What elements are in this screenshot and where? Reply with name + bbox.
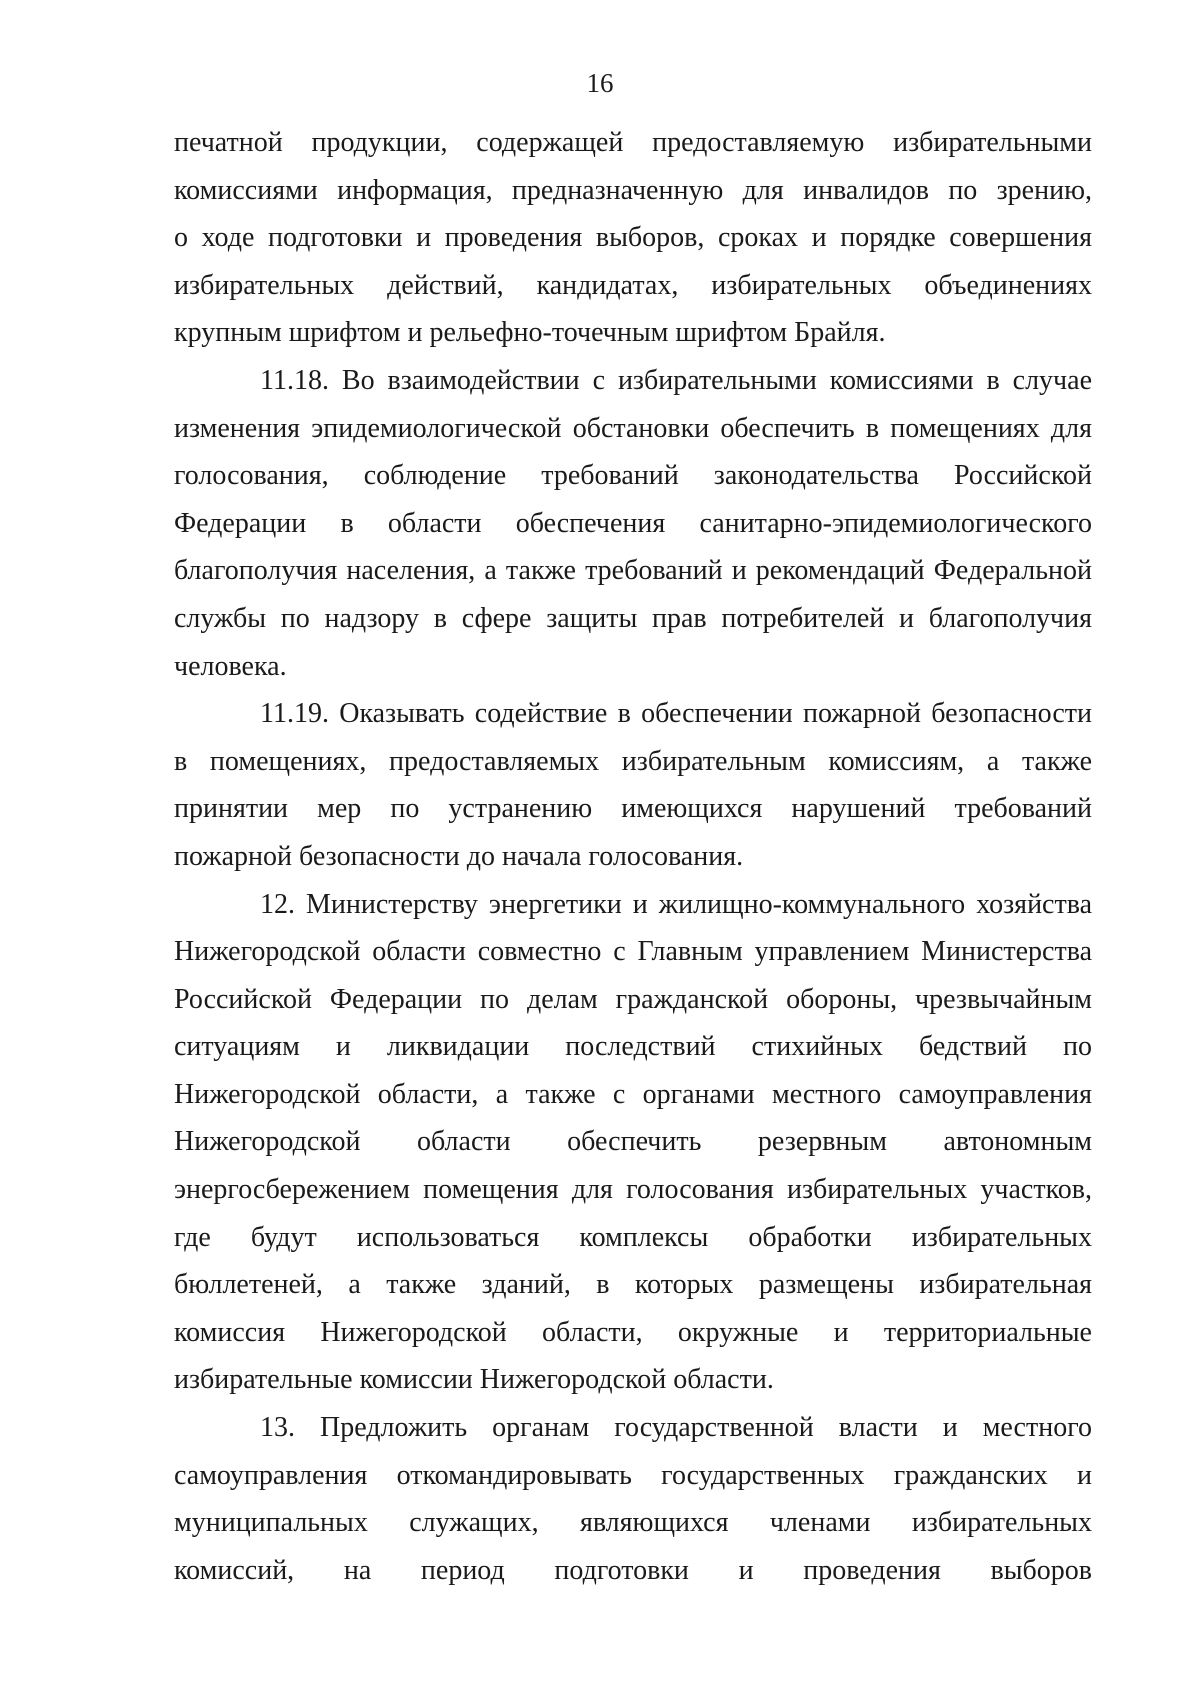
text-line: крупным шрифтом и рельефно-точечным шрифтом Брайля. (174, 317, 886, 349)
text-line: 13. Предложить органам государственной власти и местного (260, 1412, 1092, 1444)
text-line: 11.18. Во взаимодействии с избирательными комиссиями в случае (260, 364, 1092, 396)
page-number: 16 (586, 68, 614, 98)
paragraph-p13 (174, 1404, 1092, 1594)
text-line: Нижегородской области, а также с органами местного самоуправления (174, 1078, 1092, 1110)
text-line: голосования, соблюдение требований законодательства Российской (174, 460, 1092, 492)
paragraph-p11-19 (174, 690, 1092, 880)
text-line: избирательные комиссии Нижегородской области. (174, 1364, 774, 1396)
text-line: о ходе подготовки и проведения выборов, сроках и порядке совершения (174, 222, 1092, 254)
text-line: изменения эпидемиологической обстановки обеспечить в помещениях для (174, 412, 1092, 444)
text-line: Нижегородской области совместно с Главным управлением Министерства (174, 936, 1092, 968)
text-line: самоуправления откомандировывать государственных гражданских и (174, 1459, 1092, 1491)
text-line: комиссиями информация, предназначенную для инвалидов по зрению, (174, 174, 1092, 206)
text-line: в помещениях, предоставляемых избирательным комиссиям, а также (174, 745, 1092, 777)
text-line: где будут использоваться комплексы обработки избирательных (174, 1221, 1092, 1253)
text-line: комиссия Нижегородской области, окружные и территориальные (174, 1316, 1092, 1348)
text-line: принятии мер по устранению имеющихся нарушений требований (174, 793, 1092, 825)
text-line: печатной продукции, содержащей предоставляемую избирательными (174, 127, 1092, 158)
text-line: службы по надзору в сфере защиты прав потребителей и благополучия (174, 602, 1092, 634)
paragraph-p11-18 (174, 357, 1092, 690)
text-line: пожарной безопасности до начала голосования. (174, 840, 744, 872)
text-line: Российской Федерации по делам гражданской обороны, чрезвычайным (174, 983, 1092, 1015)
text-line: комиссий, на период подготовки и проведения выборов (174, 1554, 1092, 1586)
document-body (174, 119, 1092, 1594)
text-line: избирательных действий, кандидатах, избирательных объединениях (174, 269, 1092, 301)
text-line: Федерации в области обеспечения санитарно-эпидемиологического (174, 507, 1092, 539)
text-line: бюллетеней, а также зданий, в которых размещены избирательная (174, 1269, 1092, 1301)
text-line: муниципальных служащих, являющихся членами избирательных (174, 1507, 1092, 1539)
text-line: ситуациям и ликвидации последствий стихийных бедствий по (174, 1031, 1092, 1063)
text-line: Нижегородской области обеспечить резервным автономным (174, 1126, 1092, 1158)
text-line: 11.19. Оказывать содействие в обеспечении пожарной безопасности (260, 698, 1092, 730)
text-line: энергосбережением помещения для голосования избирательных участков, (174, 1174, 1092, 1206)
text-line: 12. Министерству энергетики и жилищно-коммунального хозяйства (260, 888, 1092, 920)
paragraph-p12 (174, 881, 1092, 1405)
paragraph-continuation (174, 119, 1092, 357)
text-line: человека. (174, 650, 287, 682)
text-line: благополучия населения, а также требований и рекомендаций Федеральной (174, 555, 1092, 587)
